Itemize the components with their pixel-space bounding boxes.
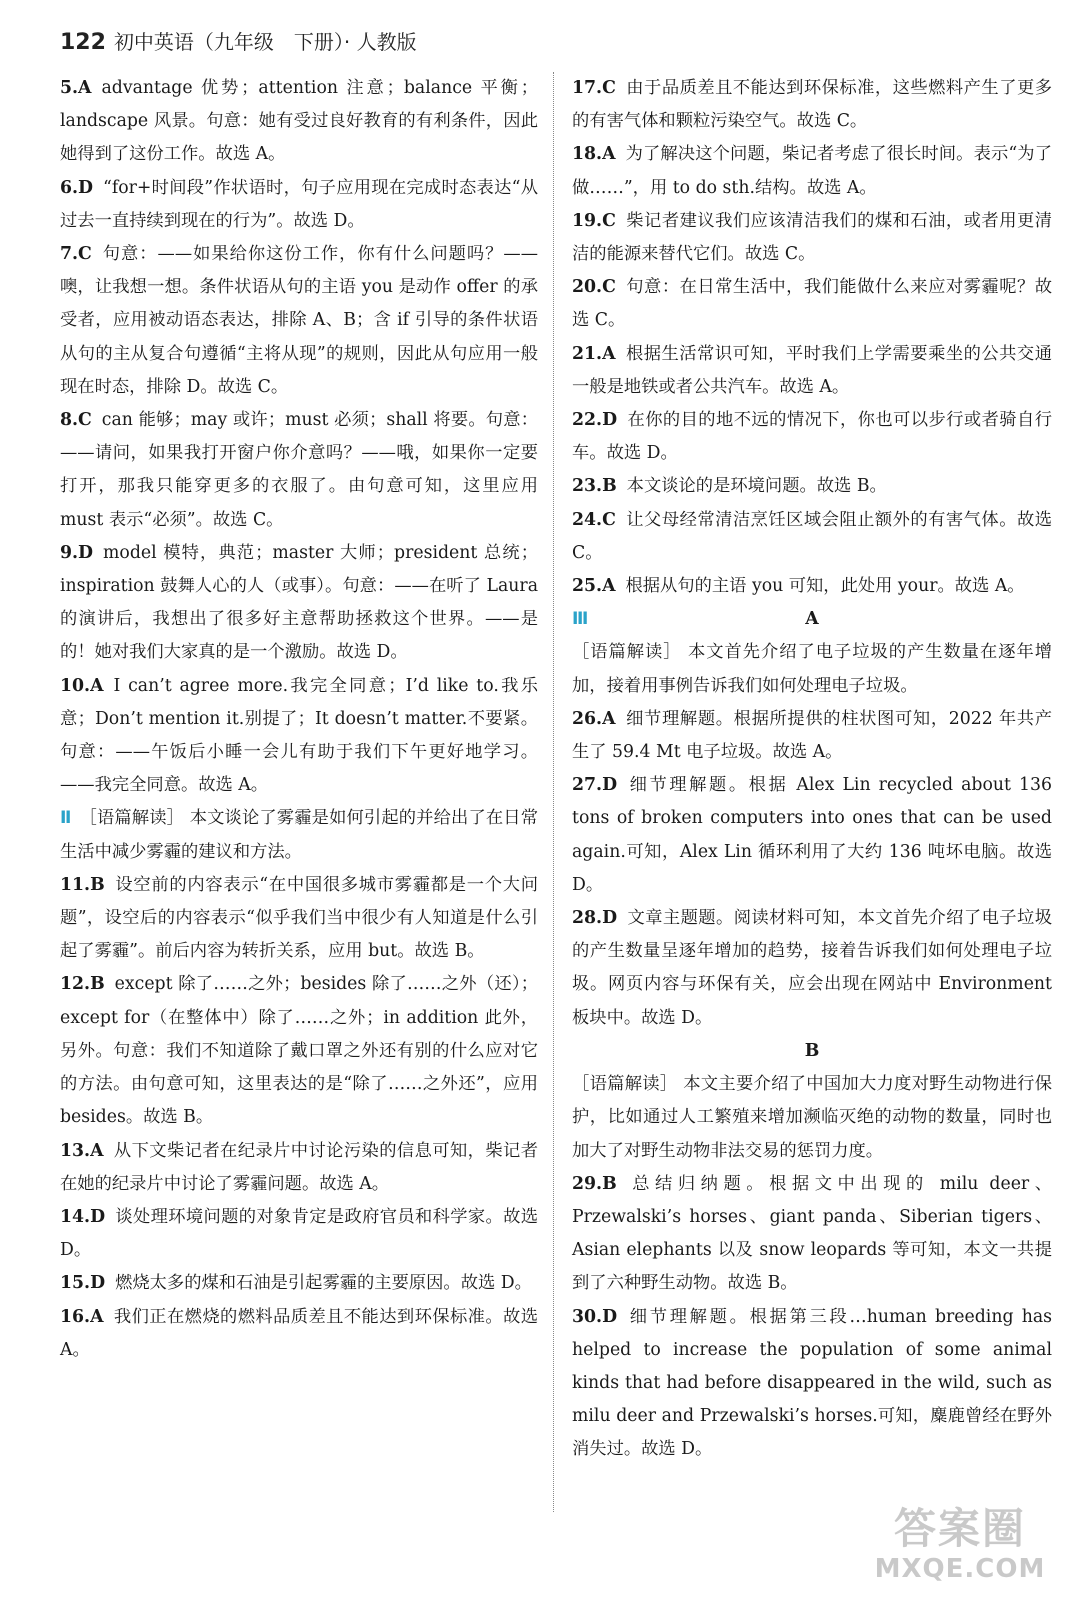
answer-item: 25.A 根据从句的主语 you 可知，此处用 your。故选 A。 <box>572 576 1025 597</box>
section-heading-iii <box>572 603 1052 636</box>
answer-item: 16.A 我们正在燃烧的燃料品质差且不能达到环保标准。故选 A。 <box>60 1306 538 1360</box>
answer-item: 11.B 设空前的内容表示“在中国很多城市雾霾都是一个大问题”，设空后的内容表示“似乎我们当中很少有人知道是什么引起了雾霾”。前后内容为转折关系，应用 but。故选 B。 <box>60 874 538 962</box>
answer-item: 20.C 句意：在日常生活中，我们能做什么来应对雾霾呢？故选 C。 <box>572 277 1052 331</box>
section-reading-note: ［语篇解读］ 本文主要介绍了中国加大力度对野生动物进行保护，比如通过人工繁殖来增加濒临灭绝的动物的数量，同时也加大了对野生动物非法交易的惩罚力度。 <box>572 1074 1052 1161</box>
answer-item: 7.C 句意：——如果给你这份工作，你有什么问题吗？——噢，让我想一想。条件状语从句的主语 you 是动作 offer 的承受者，应用被动语态表达，排除 A、B；含 if 引导的条件状语从句的主从复合句遵循“主将从现”的规则，因此从句应用一般现在时态，排除 D。故选 C。 <box>60 244 538 397</box>
answer-item: 17.C 由于品质差且不能达到环保标准，这些燃料产生了更多的有害气体和颗粒污染空气。故选 C。 <box>572 78 1052 132</box>
answer-item: 21.A 根据生活常识可知，平时我们上学需要乘坐的公共交通一般是地铁或者公共汽车。故选 A。 <box>572 343 1052 397</box>
answer-item: 28.D 文章主题题。阅读材料可知，本文首先介绍了电子垃圾的产生数量呈逐年增加的趋势，接着告诉我们如何处理电子垃圾。网页内容与环保有关，应会出现在网站中 Environment 板块中。故选 D。 <box>572 908 1052 1028</box>
answer-item: 13.A 从下文柴记者在纪录片中讨论污染的信息可知，柴记者在她的纪录片中讨论了雾霾问题。故选 A。 <box>60 1140 538 1194</box>
right-column <box>572 72 1052 1467</box>
answer-item: 8.C can 能够；may 或许；must 必须；shall 将要。句意：——请问，如果我打开窗户你介意吗？——哦，如果你一定要打开，那我只能穿更多的衣服了。由句意可知，这里应用 must 表示“必须”。故选 C。 <box>60 410 538 530</box>
answer-item: 15.D 燃烧太多的煤和石油是引起雾霾的主要原因。故选 D。 <box>60 1273 532 1294</box>
answer-item: 19.C 柴记者建议我们应该清洁我们的煤和石油，或者用更清洁的能源来替代它们。故选 C。 <box>572 210 1052 265</box>
page-header <box>60 26 417 66</box>
column-divider <box>553 72 554 1512</box>
section-reading-note: Ⅱ ［语篇解读］ 本文谈论了雾霾是如何引起的并给出了在日常生活中减少雾霾的建议和方法。 <box>60 808 538 862</box>
answer-item: 14.D 谈处理环境问题的对象肯定是政府官员和科学家。故选 D。 <box>60 1206 538 1261</box>
answer-item: 23.B 本文谈论的是环境问题。故选 B。 <box>572 476 887 497</box>
section-marker: Ⅱ <box>60 808 72 829</box>
answer-item: 9.D model 模特，典范；master 大师；president 总统；inspiration 鼓舞人心的人（或事）。句意：——在听了 Laura 的演讲后，我想出了很多好主意帮助拯救这个世界。——是的！她对我们大家真的是一个激励。故选 D。 <box>60 542 538 663</box>
section-reading-note: ［语篇解读］ 本文首先介绍了电子垃圾的产生数量在逐年增加，接着用事例告诉我们如何处理电子垃圾。 <box>572 642 1052 696</box>
answer-item: 30.D 细节理解题。根据第三段…human breeding has helped to increase the population of some animal kinds that had before disappeared in the wild, such as milu deer and Przewalski’s horses.可知，麋鹿曾经在野外消失过。故选 D。 <box>572 1306 1052 1460</box>
answer-item: 12.B except 除了……之外；besides 除了……之外（还）；except for（在整体中）除了……之外；in addition 此外，另外。句意：我们不知道除了戴口罩之外还有别的什么应对它的方法。由句意可知，这里表达的是“除了……之外还”，应用 besides。故选 B。 <box>60 974 538 1128</box>
answer-item: 18.A 为了解决这个问题，柴记者考虑了很长时间。表示“为了做……”，用 to do sth.结构。故选 A。 <box>572 144 1052 198</box>
answer-item: 24.C 让父母经常清洁烹饪区域会阻止额外的有害气体。故选 C。 <box>572 509 1052 563</box>
answer-item: 5.A advantage 优势；attention 注意；balance 平衡；landscape 风景。句意：她有受过良好教育的有利条件，因此她得到了这份工作。故选 A。 <box>60 78 538 165</box>
section-marker: Ⅲ <box>572 609 589 630</box>
watermark-logo: 答案圈 MXQE.COM <box>874 1504 1046 1584</box>
passage-label-a: A <box>805 609 819 630</box>
left-column <box>60 72 538 1367</box>
page-number: 122 <box>60 30 106 55</box>
book-title: 初中英语（九年级 下册）· 人教版 <box>113 30 417 54</box>
answer-item: 6.D “for+时间段”作状语时，句子应用现在完成时态表达“从过去一直持续到现在的行为”。故选 D。 <box>60 177 538 231</box>
passage-label-b: B <box>804 1040 820 1061</box>
answer-item: 27.D 细节理解题。根据 Alex Lin recycled about 136 tons of broken computers into ones that can be used again.可知，Alex Lin 循环利用了大约 136 吨坏电脑。故选 D。 <box>572 775 1052 895</box>
answer-item: 10.A I can’t agree more.我完全同意；I’d like to.我乐意；Don’t mention it.别提了；It doesn’t matter.不要紧。句意：——午饭后小睡一会儿有助于我们下午更好地学习。——我完全同意。故选 A。 <box>60 675 538 796</box>
answer-item: 29.B 总结归纳题。根据文中出现的 milu deer、Przewalski’s horses、giant panda、Siberian tigers、Asian elephants 以及 snow leopards 等可知，本文一共提到了六种野生动物。故选 B。 <box>572 1173 1052 1294</box>
answer-item: 22.D 在你的目的地不远的情况下，你也可以步行或者骑自行车。故选 D。 <box>572 410 1052 464</box>
answer-item: 26.A 细节理解题。根据所提供的柱状图可知，2022 年共产生了 59.4 Mt 电子垃圾。故选 A。 <box>572 708 1052 763</box>
